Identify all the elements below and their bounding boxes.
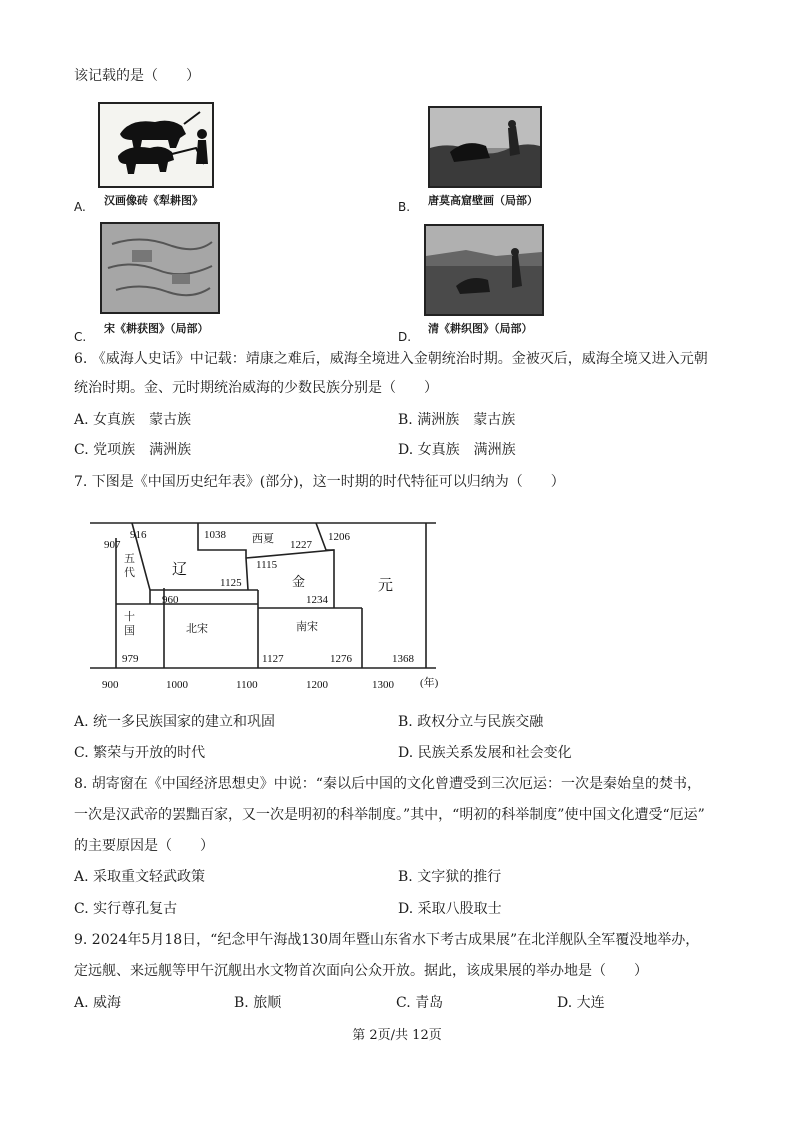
chronology-chart: [80, 514, 450, 692]
q9-option-a: A. 威海: [74, 995, 122, 1011]
label-1227: 1227: [290, 539, 312, 551]
q8-option-d: D. 采取八股取士: [398, 901, 502, 917]
question-intro: 该记载的是（ ）: [74, 68, 200, 84]
q7-stem: 7. 下图是《中国历史纪年表》(部分)，这一时期的时代特征可以归纳为（ ）: [74, 474, 565, 490]
ox-plough-rubbing-icon: [100, 104, 212, 186]
q7-option-c: C. 繁荣与开放的时代: [74, 745, 206, 761]
option-d-letter: D.: [398, 330, 412, 344]
option-a-letter: A.: [74, 200, 86, 214]
q6-option-c: C. 党项族 满洲族: [74, 442, 192, 458]
q9-option-c: C. 青岛: [396, 995, 444, 1011]
option-d-image: [424, 224, 544, 316]
label-1276: 1276: [330, 653, 352, 665]
label-907: 907: [104, 539, 121, 551]
label-jin: 金: [292, 574, 306, 589]
option-b-letter: B.: [398, 200, 411, 214]
option-c-letter: C.: [74, 330, 87, 344]
option-c-image: [100, 222, 220, 314]
q7-option-d: D. 民族关系发展和社会变化: [398, 745, 572, 761]
label-1038: 1038: [204, 529, 226, 541]
label-979: 979: [122, 653, 139, 665]
label-1127: 1127: [262, 653, 284, 665]
fields-painting-icon: [102, 224, 218, 312]
q8-stem-line2: 一次是汉武帝的罢黜百家，又一次是明初的科举制度。”其中，“明初的科举制度”使中国文化遭受“厄运”: [74, 807, 705, 823]
q6-stem-line2: 统治时期。金、元时期统治威海的少数民族分别是（ ）: [74, 380, 438, 396]
q9-stem-line2: 定远舰、来远舰等甲午沉舰出水文物首次面向公众开放。据此，该成果展的举办地是（ ）: [74, 963, 648, 979]
label-shiguo: 十国: [124, 610, 135, 637]
q7-option-a: A. 统一多民族国家的建立和巩固: [74, 714, 276, 730]
q8-option-c: C. 实行尊孔复古: [74, 901, 178, 917]
q6-stem-line1: 6. 《威海人史话》中记载：靖康之难后，威海全境进入金朝统治时期。金被灭后，威海全境又进入元朝: [74, 351, 708, 367]
label-1115: 1115: [256, 559, 278, 571]
option-c-caption: 宋《耕获图》（局部）: [104, 322, 209, 335]
label-1234: 1234: [306, 594, 328, 606]
option-d-caption: 清《耕织图》（局部）: [428, 322, 533, 335]
option-b-caption: 唐莫高窟壁画（局部）: [428, 194, 538, 207]
page-number: 第 2页/共 12页: [352, 1028, 442, 1043]
label-xixia: 西夏: [252, 533, 274, 545]
label-liao: 辽: [172, 562, 188, 578]
q6-option-b: B. 满洲族 蒙古族: [398, 412, 516, 428]
label-beisong: 北宋: [186, 623, 208, 635]
label-yuan: 元: [378, 578, 394, 594]
q8-stem-line1: 8. 胡寄窗在《中国经济思想史》中说：“秦以后中国的文化曾遭受到三次厄运：一次是秦始皇的焚书，: [74, 776, 701, 792]
axis-tick-1000: 1000: [166, 679, 188, 691]
axis-tick-1300: 1300: [372, 679, 394, 691]
label-1125: 1125: [220, 577, 242, 589]
mural-ploughing-icon: [430, 108, 540, 186]
label-1368: 1368: [392, 653, 414, 665]
label-wudai: 五代: [124, 552, 135, 579]
axis-tick-1100: 1100: [236, 679, 258, 691]
q6-option-d: D. 女真族 满洲族: [398, 442, 516, 458]
q6-option-a: A. 女真族 蒙古族: [74, 412, 192, 428]
q9-stem-line1: 9. 2024年5月18日，“纪念甲午海战130周年暨山东省水下考古成果展”在北洋舰队全军覆没地举办，: [74, 932, 700, 948]
q8-option-a: A. 采取重文轻武政策: [74, 869, 206, 885]
label-1206: 1206: [328, 531, 350, 543]
ploughing-painting-icon: [426, 226, 542, 314]
option-a-image: [98, 102, 214, 188]
q7-option-b: B. 政权分立与民族交融: [398, 714, 544, 730]
q8-option-b: B. 文字狱的推行: [398, 869, 502, 885]
label-960: 960: [162, 594, 179, 606]
label-916: 916: [130, 529, 147, 541]
q9-option-d: D. 大连: [557, 995, 605, 1011]
q8-stem-line3: 的主要原因是（ ）: [74, 838, 214, 854]
option-a-caption: 汉画像砖《犁耕图》: [104, 194, 203, 207]
axis-unit: (年): [420, 677, 439, 689]
q9-option-b: B. 旅顺: [234, 995, 282, 1011]
option-b-image: [428, 106, 542, 188]
axis-tick-1200: 1200: [306, 679, 328, 691]
axis-tick-900: 900: [102, 679, 119, 691]
label-nansong: 南宋: [296, 621, 318, 633]
